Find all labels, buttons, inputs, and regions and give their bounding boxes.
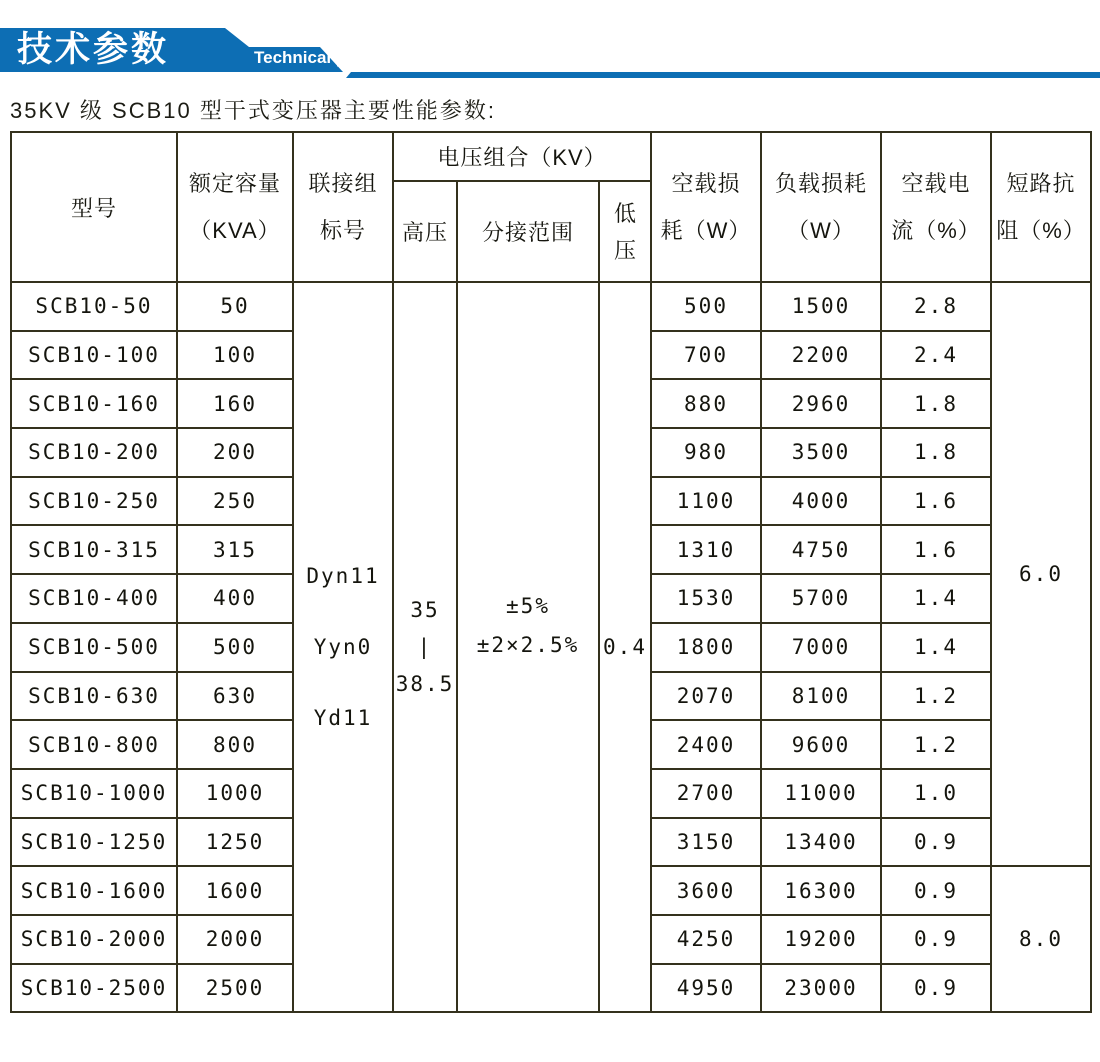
no-load-loss-cell: 4250 [651, 915, 761, 964]
no-load-current-cell: 1.4 [881, 574, 991, 623]
header-no-load-current-line2: 流（%） [891, 218, 981, 243]
no-load-loss-cell: 980 [651, 428, 761, 477]
model-cell: SCB10-630 [11, 672, 177, 721]
lv-cell: 0.4 [599, 282, 651, 1012]
header-connection-line2: 标号 [319, 218, 366, 243]
hv-separator: | [417, 634, 433, 659]
no-load-current-cell: 2.8 [881, 282, 991, 331]
header-no-load-current [881, 132, 991, 282]
header-no-load-loss-line2: 耗（W） [660, 218, 752, 243]
capacity-cell: 1600 [177, 866, 293, 915]
model-cell: SCB10-200 [11, 428, 177, 477]
no-load-loss-cell: 1530 [651, 574, 761, 623]
no-load-current-cell: 1.2 [881, 720, 991, 769]
load-loss-cell: 23000 [761, 964, 881, 1013]
model-cell: SCB10-100 [11, 331, 177, 380]
load-loss-cell: 4000 [761, 477, 881, 526]
load-loss-cell: 2960 [761, 379, 881, 428]
header-hv: 高压 [393, 181, 457, 282]
no-load-current-cell: 2.4 [881, 331, 991, 380]
header-capacity-line2: （KVA） [189, 218, 281, 243]
capacity-cell: 250 [177, 477, 293, 526]
no-load-current-cell: 1.6 [881, 525, 991, 574]
model-cell: SCB10-800 [11, 720, 177, 769]
no-load-current-cell: 1.4 [881, 623, 991, 672]
model-cell: SCB10-250 [11, 477, 177, 526]
connection-label: Dyn11 [306, 563, 380, 588]
no-load-loss-cell: 700 [651, 331, 761, 380]
capacity-cell: 160 [177, 379, 293, 428]
no-load-loss-cell: 500 [651, 282, 761, 331]
header-no-load-loss-line1: 空载损 [671, 171, 741, 196]
no-load-loss-cell: 2700 [651, 769, 761, 818]
capacity-cell: 2000 [177, 915, 293, 964]
impedance-cell-8: 8.0 [991, 866, 1091, 1012]
impedance-cell-6: 6.0 [991, 282, 1091, 866]
capacity-cell: 500 [177, 623, 293, 672]
header-capacity-line1: 额定容量 [188, 171, 281, 196]
banner-title-cn: 技术参数 [17, 30, 170, 69]
header-lv-line1: 低 [613, 200, 636, 226]
no-load-loss-cell: 3150 [651, 818, 761, 867]
load-loss-cell: 11000 [761, 769, 881, 818]
no-load-current-cell: 0.9 [881, 866, 991, 915]
model-cell: SCB10-315 [11, 525, 177, 574]
load-loss-cell: 2200 [761, 331, 881, 380]
capacity-cell: 2500 [177, 964, 293, 1013]
load-loss-cell: 5700 [761, 574, 881, 623]
load-loss-cell: 13400 [761, 818, 881, 867]
header-no-load-loss [651, 132, 761, 282]
no-load-current-cell: 1.8 [881, 428, 991, 477]
capacity-cell: 800 [177, 720, 293, 769]
no-load-current-cell: 0.9 [881, 818, 991, 867]
capacity-cell: 1250 [177, 818, 293, 867]
capacity-cell: 400 [177, 574, 293, 623]
header-capacity [177, 132, 293, 282]
header-lv-line2: 压 [613, 237, 636, 263]
no-load-current-cell: 0.9 [881, 915, 991, 964]
no-load-loss-cell: 880 [651, 379, 761, 428]
load-loss-cell: 3500 [761, 428, 881, 477]
no-load-loss-cell: 2400 [651, 720, 761, 769]
header-load-loss-line1: 负载损耗 [774, 171, 867, 196]
no-load-loss-cell: 1310 [651, 525, 761, 574]
no-load-current-cell: 1.6 [881, 477, 991, 526]
no-load-current-cell: 0.9 [881, 964, 991, 1013]
no-load-loss-cell: 4950 [651, 964, 761, 1013]
load-loss-cell: 8100 [761, 672, 881, 721]
tap-range-line1: ±5% [506, 594, 550, 619]
banner-strip [346, 72, 1100, 78]
tap-range-line2: ±2×2.5% [476, 633, 580, 658]
no-load-loss-cell: 2070 [651, 672, 761, 721]
header-tap-range: 分接范围 [457, 181, 599, 282]
header-model: 型号 [11, 132, 177, 282]
model-cell: SCB10-1000 [11, 769, 177, 818]
load-loss-cell: 16300 [761, 866, 881, 915]
header-row-1 [11, 132, 1091, 181]
no-load-current-cell: 1.2 [881, 672, 991, 721]
capacity-cell: 315 [177, 525, 293, 574]
capacity-cell: 630 [177, 672, 293, 721]
load-loss-cell: 1500 [761, 282, 881, 331]
tap-range-cell [457, 282, 599, 1012]
header-connection [293, 132, 393, 282]
connection-label: Yyn0 [313, 634, 373, 659]
model-cell: SCB10-160 [11, 379, 177, 428]
header-impedance-line2: 阻（%） [996, 218, 1086, 243]
load-loss-cell: 19200 [761, 915, 881, 964]
capacity-cell: 100 [177, 331, 293, 380]
model-cell: SCB10-500 [11, 623, 177, 672]
model-cell: SCB10-50 [11, 282, 177, 331]
header-lv [599, 181, 651, 282]
load-loss-cell: 4750 [761, 525, 881, 574]
connection-label: Yd11 [313, 705, 373, 730]
capacity-cell: 50 [177, 282, 293, 331]
header-connection-line1: 联接组 [308, 171, 378, 196]
load-loss-cell: 9600 [761, 720, 881, 769]
model-cell: SCB10-2000 [11, 915, 177, 964]
banner-subtitle-en: Technical parameter [254, 48, 419, 67]
header-load-loss-line2: （W） [787, 218, 855, 243]
table-row [11, 282, 1091, 331]
hv-value: 38.5 [395, 671, 455, 696]
hv-cell [393, 282, 457, 1012]
header-no-load-current-line1: 空载电 [901, 171, 971, 196]
table-caption: 35KV 级 SCB10 型干式变压器主要性能参数: [10, 98, 496, 123]
model-cell: SCB10-1600 [11, 866, 177, 915]
header-impedance-line1: 短路抗 [1006, 171, 1076, 196]
header-voltage-group: 电压组合（KV） [393, 132, 651, 181]
load-loss-cell: 7000 [761, 623, 881, 672]
model-cell: SCB10-2500 [11, 964, 177, 1013]
model-cell: SCB10-400 [11, 574, 177, 623]
connection-group-cell [293, 282, 393, 1012]
no-load-loss-cell: 1100 [651, 477, 761, 526]
no-load-loss-cell: 3600 [651, 866, 761, 915]
no-load-loss-cell: 1800 [651, 623, 761, 672]
header-load-loss [761, 132, 881, 282]
capacity-cell: 1000 [177, 769, 293, 818]
no-load-current-cell: 1.0 [881, 769, 991, 818]
hv-value: 35 [410, 597, 440, 622]
header-impedance [991, 132, 1091, 282]
spec-table [10, 131, 1092, 1013]
capacity-cell: 200 [177, 428, 293, 477]
model-cell: SCB10-1250 [11, 818, 177, 867]
no-load-current-cell: 1.8 [881, 379, 991, 428]
